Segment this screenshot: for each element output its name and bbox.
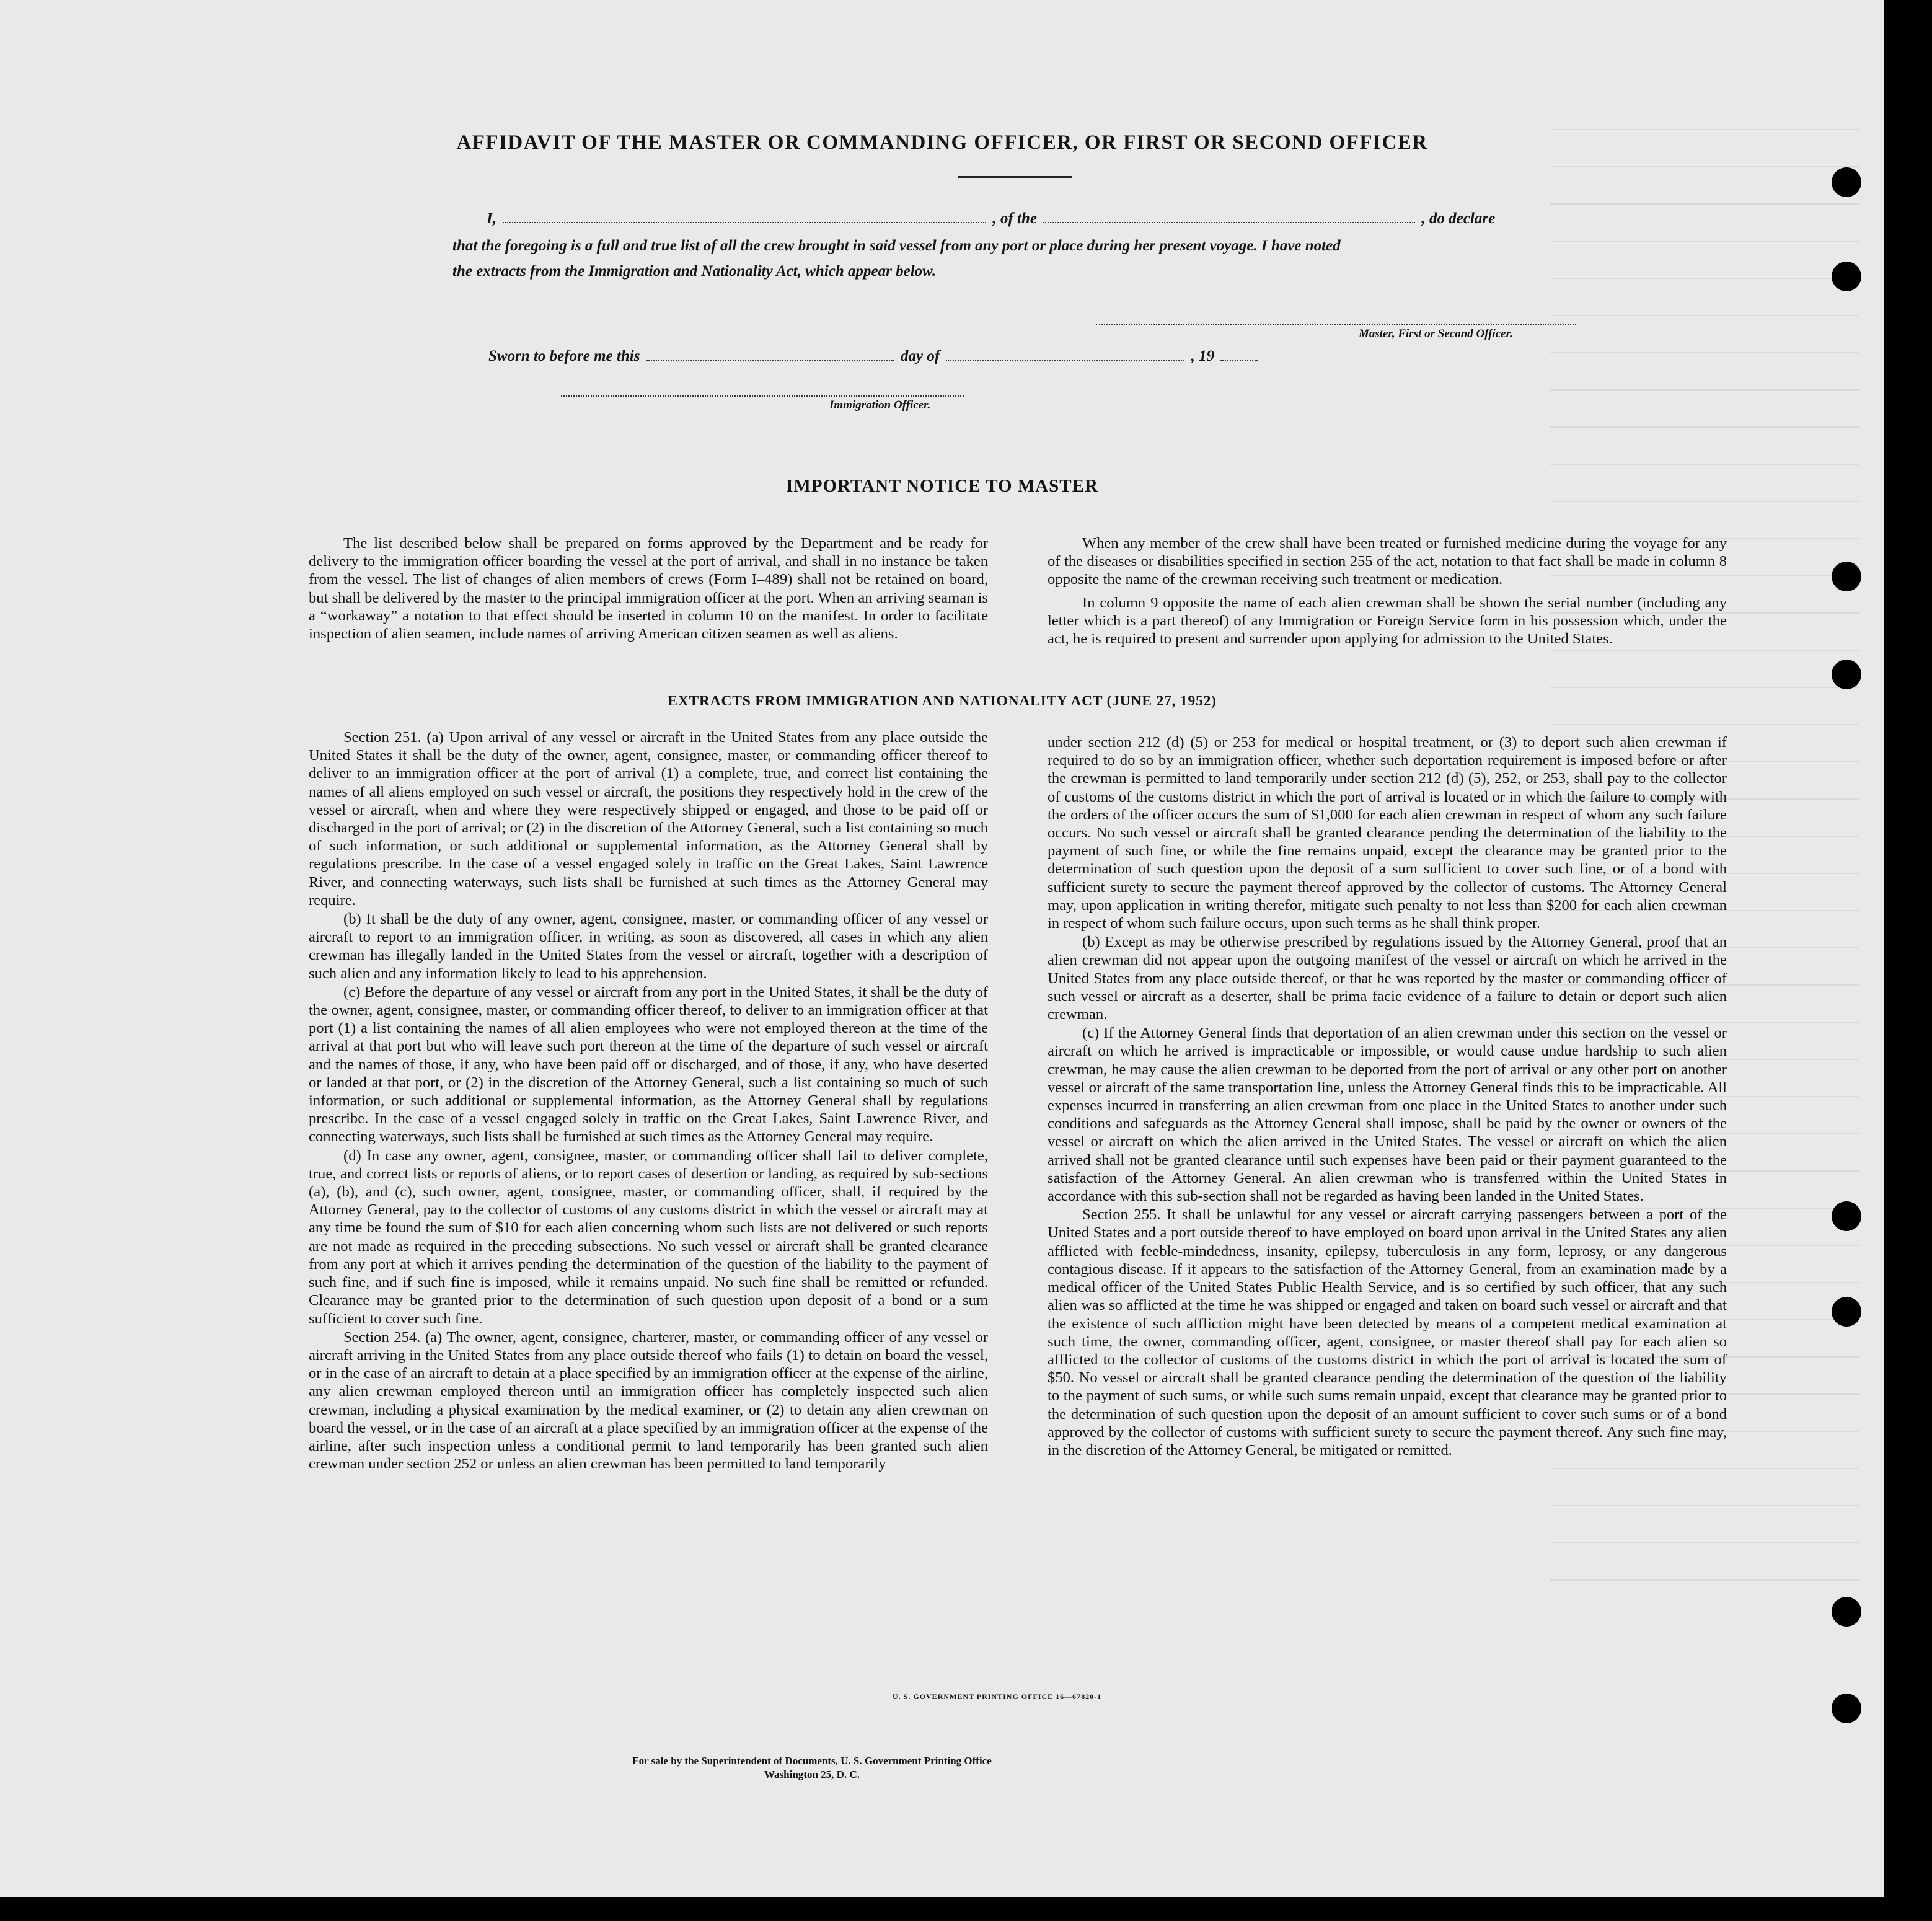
section-254-c: (c) If the Attorney General finds that deportation of an alien crewman under this section on the vessel or aircraft on which he arrived is impracticable or impossible, or would cause undue hardship to such alien crewman, he may cause the alien crewman to be deported from the port of arrival or any other port on another vessel or aircraft of the same transportation line, unless the Attorney General finds this to be impracticable. All expenses incurred in transferring an alien crewman from one place in the United States to another under such conditions and safeguards as the Attorney General shall impose, shall be paid by the owner or owners of the vessel or aircraft on which the alien arrived in the United States. The vessel or aircraft on which the alien arrived shall not be granted clearance until such expenses have been paid or their payment guaranteed to the satisfaction of the Attorney General. An alien crewman who is transferred within the United States in accordance with this sub-section shall not be regarded as having been landed in the United States. bbox=[1048, 1025, 1727, 1205]
declarant-name-field[interactable] bbox=[503, 210, 986, 223]
extracts-title: EXTRACTS FROM IMMIGRATION AND NATIONALITY ACT (JUNE 27, 1952) bbox=[668, 693, 1217, 709]
section-251-b: (b) It shall be the duty of any owner, agent, consignee, master, or commanding officer of any vessel or aircraft to report to an immigration officer, in writing, as soon as discovered, all cases in which any alien crewman has illegally landed in the United States from the vessel or aircraft, together with a description of such alien and any information likely to lead to his apprehension. bbox=[309, 911, 988, 982]
punch-hole-icon bbox=[1832, 660, 1861, 689]
punch-hole-icon bbox=[1832, 167, 1861, 197]
section-251-d: (d) In case any owner, agent, consignee, master, or commanding officer shall fail to deliver complete, true, and correct lists or reports of aliens, or to report cases of desertion or landing, as required by sub-sections (a), (b), and (c), such owner, agent, consignee, master, or commanding officer, shall, if required by the Attorney General, pay to the collector of customs of any customs district in which the vessel or aircraft may at any time be found the sum of $10 for each alien concerning whom such lists are not delivered or such reports are not made as required in the preceding subsections. No such vessel or aircraft shall be granted clearance from any port at which it arrives pending the determination of the question of the liability to the payment of such fine, and if such fine is imposed, while it remains unpaid. No such fine shall be remitted or refunded. Clearance may be granted prior to the determination of such question upon deposit of a bond or a sum sufficient to cover such fine. bbox=[309, 1147, 988, 1327]
master-signature-field[interactable] bbox=[1096, 324, 1576, 325]
punch-hole-icon bbox=[1832, 1694, 1861, 1723]
sworn-year-field[interactable] bbox=[1220, 347, 1258, 361]
declaration-line: I, , of the , do declare bbox=[487, 210, 1496, 227]
sale-notice bbox=[0, 1754, 1624, 1782]
notice-paragraph: When any member of the crew shall have been treated or furnished medicine during the voyage for any of the diseases or disabilities specified in section 255 of the act, notation to that fact shall be made in column 8 opposite the name of the crewman receiving such treatment or medication. bbox=[1048, 535, 1727, 588]
sworn-month-field[interactable] bbox=[946, 347, 1184, 361]
declaration-text: the extracts from the Immigration and Nationality Act, which appear below. bbox=[452, 263, 937, 280]
notice-paragraph: In column 9 opposite the name of each alien crewman shall be shown the serial number (including any letter which is a part thereof) of any Immigration or Foreign Service form in his possession which, under the act, he is required to present and surrender upon applying for admission to the United States. bbox=[1048, 594, 1727, 648]
printer-imprint: U. S. GOVERNMENT PRINTING OFFICE 16—67820-1 bbox=[893, 1692, 1102, 1701]
extracts-right-column bbox=[1048, 733, 1727, 1460]
notice-paragraph: The list described below shall be prepared on forms approved by the Department and be ready for delivery to the immigration officer boarding the vessel at the port of arrival, and shall in no instance be taken from the vessel. The list of changes of alien members of crews (Form I–489) shall not be retained on board, but shall be delivered by the master to the principal immigration officer at the port. When an arriving seaman is a “workaway” a notation to that effect should be inserted in column 10 on the manifest. In order to facilitate inspection of alien seamen, include names of arriving American citizen seamen as well as aliens. bbox=[309, 535, 988, 643]
officer-signature-label: Immigration Officer. bbox=[829, 399, 931, 412]
section-255: Section 255. It shall be unlawful for any vessel or aircraft carrying passengers between a port of the United States and a port outside thereof to have employed on board upon arrival in the United States any alien afflicted with feeble-mindedness, insanity, epilepsy, tuberculosis in any form, leprosy, or any dangerous contagious disease. If it appears to the satisfaction of the Attorney General, from an examination made by a medical officer of the United States Public Health Service, and is so certified by such officer, that any such alien was so afflicted at the time he was shipped or engaged and taken on board such vessel or aircraft and that the existence of such affliction might have been detected by means of a competent medical examination at such time, the owner, commanding officer, agent, consignee, or master thereof shall pay for each alien so afflicted to the collector of customs of the customs district in which the port of arrival is located the sum of $50. No vessel or aircraft shall be granted clearance pending the determination of the question of the liability to the payment of such sums, or while such sums remain unpaid, except that clearance may be granted prior to the determination of such question upon the deposit of an amount sufficient to cover such sums or of a bond approved by the collector of customs with sufficient surety to secure the payment thereof. Any such fine may, in the discretion of the Attorney General, be mitigated or remitted. bbox=[1048, 1206, 1727, 1459]
punch-hole-icon bbox=[1832, 262, 1861, 291]
sworn-day-field[interactable] bbox=[646, 347, 894, 361]
officer-signature-field[interactable] bbox=[561, 395, 964, 397]
extracts-left-column bbox=[309, 728, 988, 1473]
sale-notice-line: For sale by the Superintendent of Documents, U. S. Government Printing Office bbox=[632, 1755, 992, 1767]
notice-left-column bbox=[309, 534, 988, 643]
notice-right-column bbox=[1048, 534, 1727, 648]
affidavit-title: AFFIDAVIT OF THE MASTER OR COMMANDING OFFICER, OR FIRST OR SECOND OFFICER bbox=[456, 131, 1428, 154]
sworn-line: Sworn to before me this day of , 19 bbox=[488, 347, 1260, 365]
section-251-c: (c) Before the departure of any vessel or aircraft from any port in the United States, it shall be the duty of the owner, agent, consignee, master, or commanding officer thereof, to deliver to an immigration officer at that port (1) a list containing the names of all alien employees who were not employed thereon at the time of the arrival at that port but who will leave such port thereon at the time of the departure of such vessel or aircraft and the names of those, if any, who have been paid off or discharged, and of those, if any, who have deserted or landed at that port, or (2) in the discretion of the Attorney General, such a list containing so much of such information, or such additional or supplemental information, as the Attorney General shall by regulations prescribe. In the case of a vessel engaged solely in traffic on the Great Lakes, Saint Lawrence River, and connecting waterways, such lists shall be furnished at such times as the Attorney General may require. bbox=[309, 983, 988, 1146]
declaration-text: that the foregoing is a full and true list of all the crew brought in said vessel from any port or place during her present voyage. I have noted bbox=[452, 237, 1341, 254]
punch-hole-icon bbox=[1832, 1201, 1861, 1231]
section-254-a: Section 254. (a) The owner, agent, consignee, charterer, master, or commanding officer of any vessel or aircraft arriving in the United States from any place outside thereof who fails (1) to detain on board the vessel, or in the case of an aircraft to detain at a place specified by an immigration officer at the expense of the airline, any alien crewman employed thereon until an immigration officer has completely inspected such alien crewman, including a physical examination by the medical examiner, or (2) to detain any alien crewman on board the vessel, or in the case of an aircraft at a place specified by an immigration officer at the expense of the airline, after such inspection unless a conditional permit to land temporarily has been granted such alien crewman under section 252 or unless an alien crewman has been permitted to land temporarily bbox=[309, 1328, 988, 1473]
section-251-a: Section 251. (a) Upon arrival of any vessel or aircraft in the United States from any place outside the United States it shall be the duty of the owner, agent, consignee, master, or commanding officer thereof to deliver to an immigration officer at the port of arrival (1) a complete, true, and correct list containing the names of all aliens employed on such vessel or aircraft, the positions they respectively hold in the crew of the vessel or aircraft, when and where they were respectively shipped or engaged, and those to be paid off or discharged in the port of arrival; or (2) in the discretion of the Attorney General, such a list containing so much of such information, or such additional or supplemental information, as the Attorney General shall by regulations prescribe. In the case of a vessel engaged solely in traffic on the Great Lakes, Saint Lawrence River, and connecting waterways, such lists shall be furnished at such times as the Attorney General may require. bbox=[309, 729, 988, 909]
section-254-a-continued: under section 212 (d) (5) or 253 for medical or hospital treatment, or (3) to deport such alien crewman if required to do so by an immigration officer, whether such deportation requirement is imposed before or after the crewman is permitted to land temporarily under section 212 (d) (5), 252, or 253, shall pay to the collector of customs of the customs district in which the port of arrival is located or in which the failure to comply with the orders of the officer occurs the sum of $1,000 for each alien crewman in respect of whom any such failure occurs. No such vessel or aircraft shall be granted clearance pending the determination of the liability to the payment of such fine, or while the fine remains unpaid, except the clearance may be granted prior to the determination of such question upon the deposit of a sum sufficient to cover such fine, or of a bond with sufficient surety to secure the payment thereof approved by the collector of customs. The Attorney General may, upon application in writing therefor, mitigate such penalty to not less than $200 for each alien crewman in respect of whom such failure occurs, upon such terms as he shall think proper. bbox=[1048, 734, 1727, 932]
section-254-b: (b) Except as may be otherwise prescribed by regulations issued by the Attorney General, proof that an alien crewman did not appear upon the outgoing manifest of the vessel or aircraft on which he arrived in the United States from any place outside thereof, or that he was reported by the master or commanding officer of such vessel or aircraft as a deserter, shall be prima facie evidence of a failure to detain or deport such alien crewman. bbox=[1048, 934, 1727, 1023]
notice-title: IMPORTANT NOTICE TO MASTER bbox=[786, 476, 1098, 496]
punch-hole-icon bbox=[1832, 1597, 1861, 1627]
punch-hole-icon bbox=[1832, 1297, 1861, 1327]
punch-hole-icon bbox=[1832, 562, 1861, 591]
title-rule bbox=[958, 176, 1072, 178]
sale-notice-line: Washington 25, D. C. bbox=[764, 1769, 860, 1780]
master-signature-label: Master, First or Second Officer. bbox=[1359, 327, 1513, 340]
vessel-name-field[interactable] bbox=[1043, 210, 1415, 223]
